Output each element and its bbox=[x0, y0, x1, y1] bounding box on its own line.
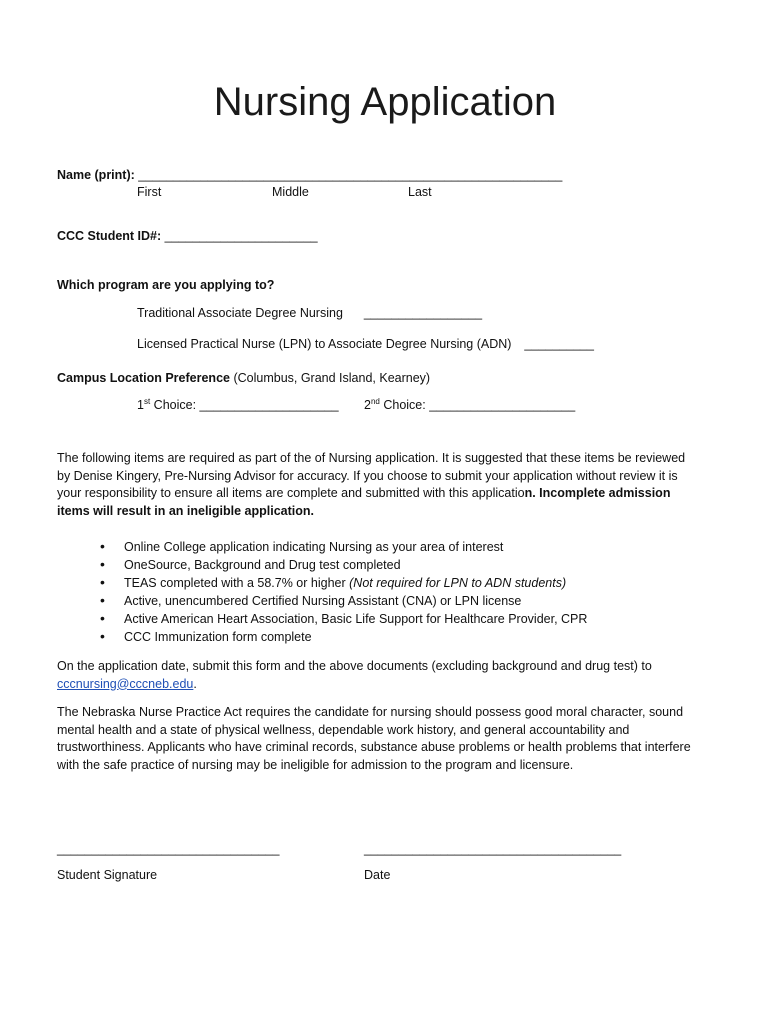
list-item-text: TEAS completed with a 58.7% or higher bbox=[124, 576, 350, 590]
date-line[interactable]: _____________________________________ bbox=[364, 842, 622, 856]
date-label: Date bbox=[364, 868, 391, 882]
campus-preference bbox=[57, 371, 430, 385]
name-middle-caption: Middle bbox=[272, 185, 309, 199]
bullet-icon: • bbox=[100, 628, 105, 644]
program-option-adn-line: _________________ bbox=[363, 306, 483, 320]
student-id-label: CCC Student ID#: bbox=[57, 229, 162, 243]
requirements-line: The following items are required as part of the of Nursing application. It is suggested that these items be reviewed bbox=[57, 451, 686, 465]
program-option-adn[interactable] bbox=[137, 306, 482, 320]
list-item-text: Active, unencumbered Certified Nursing Assistant (CNA) or LPN license bbox=[124, 594, 522, 608]
list-item bbox=[100, 609, 587, 627]
bullet-icon: • bbox=[100, 556, 105, 572]
requirements-warning: items will result in an ineligible application. bbox=[57, 503, 314, 518]
practice-act-line: The Nebraska Nurse Practice Act requires the candidate for nursing should possess good moral character, sound bbox=[57, 705, 684, 719]
bullet-icon: • bbox=[100, 610, 105, 626]
second-choice-line: _____________________ bbox=[429, 398, 576, 412]
requirements-line: by Denise Kingery, Pre-Nursing Advisor for accuracy. If you choose to submit your application without review it is bbox=[57, 468, 678, 483]
submit-period: . bbox=[193, 676, 197, 691]
requirements-paragraph bbox=[57, 450, 717, 520]
name-field[interactable] bbox=[57, 168, 562, 182]
name-label: Name (print): bbox=[57, 168, 135, 182]
submit-text: On the application date, submit this form and the above documents (excluding background and drug test) to bbox=[57, 659, 652, 673]
list-item bbox=[100, 555, 587, 573]
list-item-text: Online College application indicating Nursing as your area of interest bbox=[124, 540, 504, 554]
program-option-adn-label: Traditional Associate Degree Nursing bbox=[137, 306, 343, 320]
requirements-warning: n. Incomplete admission bbox=[524, 486, 671, 500]
program-option-lpn-adn-line: __________ bbox=[524, 337, 594, 351]
first-choice-label: Choice: bbox=[153, 398, 197, 412]
list-item bbox=[100, 573, 587, 591]
program-question: Which program are you applying to? bbox=[57, 278, 275, 292]
requirements-list bbox=[100, 537, 587, 645]
practice-act-line: mental health and a state of physical wellness, dependable work history, and general accountability and bbox=[57, 722, 630, 737]
bullet-icon: • bbox=[100, 538, 105, 554]
list-item-note: (Not required for LPN to ADN students) bbox=[349, 576, 567, 590]
program-option-lpn-adn-label: Licensed Practical Nurse (LPN) to Associate Degree Nursing (ADN) bbox=[137, 337, 512, 351]
signature-label: Student Signature bbox=[57, 868, 158, 882]
page-title: Nursing Application bbox=[213, 80, 557, 124]
campus-second-choice[interactable] bbox=[364, 398, 575, 412]
submit-paragraph bbox=[57, 658, 717, 693]
second-choice-label: Choice: bbox=[383, 398, 426, 412]
second-choice-num: 2 bbox=[364, 398, 371, 412]
practice-act-paragraph bbox=[57, 704, 717, 774]
practice-act-line: trustworthiness. Applicants who have criminal records, substance abuse problems or health problems that interfere bbox=[57, 740, 691, 754]
signature-line[interactable]: ________________________________ bbox=[57, 842, 280, 856]
email-link[interactable]: cccnursing@cccneb.edu bbox=[57, 676, 194, 691]
bullet-icon: • bbox=[100, 592, 105, 608]
first-choice-num: 1 bbox=[137, 398, 144, 412]
campus-first-choice[interactable] bbox=[137, 398, 339, 412]
campus-options: (Columbus, Grand Island, Kearney) bbox=[233, 371, 431, 385]
first-choice-line: ____________________ bbox=[199, 398, 339, 412]
student-id-line: ______________________ bbox=[164, 229, 318, 243]
name-first-caption: First bbox=[137, 185, 162, 199]
campus-label: Campus Location Preference bbox=[57, 371, 230, 385]
list-item-text: CCC Immunization form complete bbox=[124, 630, 312, 644]
list-item bbox=[100, 591, 587, 609]
submit-email-line bbox=[57, 676, 717, 694]
list-item-text: Active American Heart Association, Basic Life Support for Healthcare Provider, CPR bbox=[124, 612, 588, 626]
student-id-field[interactable] bbox=[57, 229, 318, 243]
name-line: _____________________________________________________________ bbox=[138, 168, 563, 182]
name-last-caption: Last bbox=[408, 185, 432, 199]
second-choice-sup: nd bbox=[370, 396, 380, 406]
practice-act-line: with the safe practice of nursing may be ineligible for admission to the program and licensure. bbox=[57, 757, 574, 772]
list-item bbox=[100, 537, 587, 555]
bullet-icon: • bbox=[100, 574, 105, 590]
requirements-text: your responsibility to ensure all items are complete and submitted with this applicatio bbox=[57, 486, 525, 500]
list-item bbox=[100, 627, 587, 645]
requirements-line bbox=[57, 485, 717, 503]
program-option-lpn-adn[interactable] bbox=[137, 337, 594, 351]
list-item-text: OneSource, Background and Drug test completed bbox=[124, 558, 401, 572]
first-choice-sup: st bbox=[143, 396, 151, 406]
